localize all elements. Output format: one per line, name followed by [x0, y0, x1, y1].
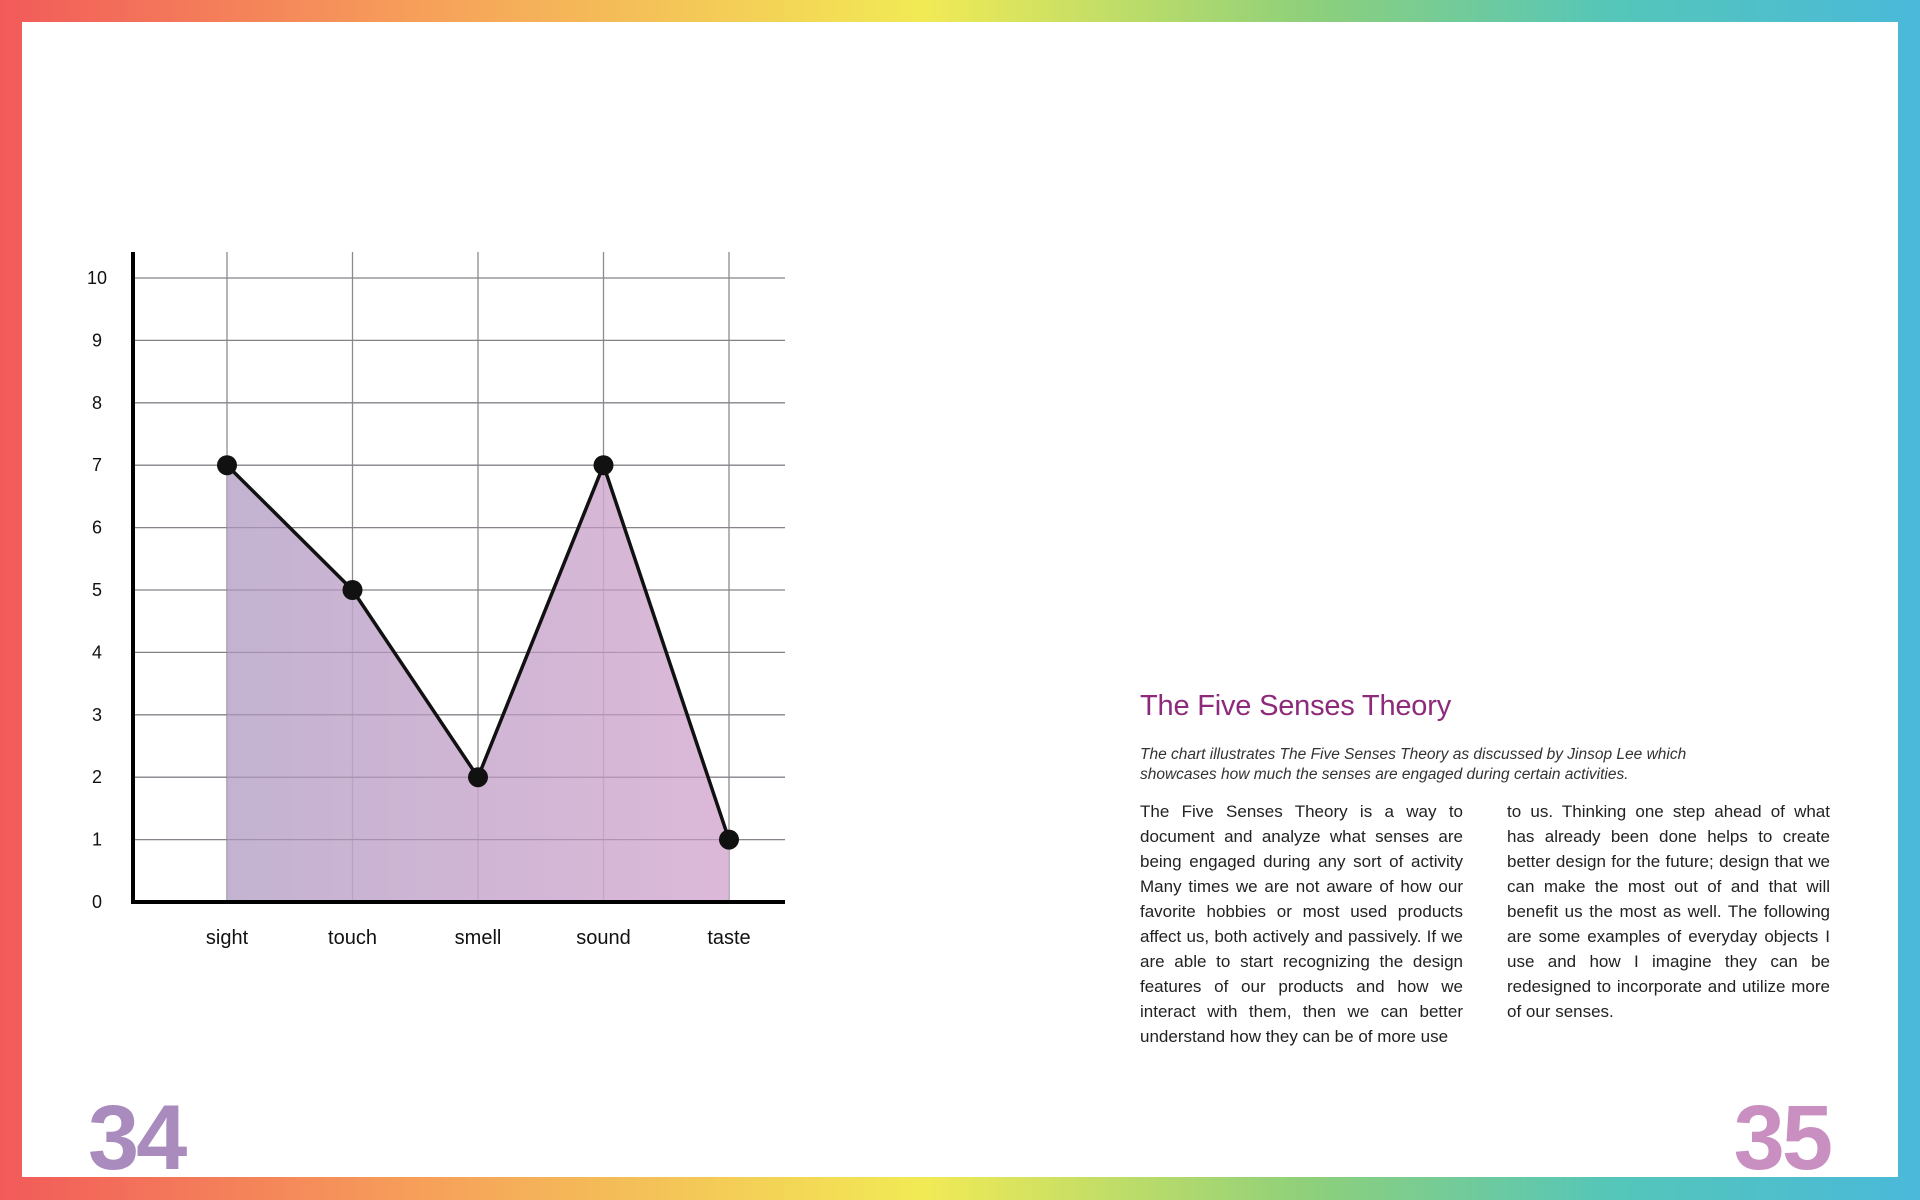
y-tick-label-10: 10	[86, 268, 108, 288]
article-text	[1140, 690, 1830, 1049]
y-tick-label-6: 6	[91, 517, 103, 538]
chart-svg	[70, 240, 810, 960]
page-number-left: 34	[88, 1087, 185, 1189]
y-tick-label-8: 8	[91, 392, 103, 413]
y-tick-label-0: 0	[91, 892, 103, 912]
five-senses-chart	[70, 240, 810, 960]
y-tick-label-4: 4	[91, 642, 103, 663]
data-point-sight	[217, 455, 237, 475]
x-tick-label-taste: taste	[707, 927, 751, 949]
x-tick-label-sight: sight	[205, 927, 249, 949]
page-number-right: 35	[1733, 1087, 1830, 1189]
chart-caption: The chart illustrates The Five Senses Theory as discussed by Jinsop Lee which showcases how much the senses are engaged during certain activities.	[1140, 746, 1687, 783]
y-tick-label-3: 3	[91, 704, 103, 725]
article-title: The Five Senses Theory	[1140, 690, 1451, 722]
y-tick-label-9: 9	[91, 330, 103, 351]
data-point-smell	[468, 767, 488, 787]
article-body	[1140, 799, 1830, 1049]
x-tick-label-smell: smell	[454, 927, 502, 949]
x-tick-label-sound: sound	[576, 927, 631, 949]
y-tick-label-1: 1	[91, 829, 103, 850]
chart-area-layer	[133, 278, 785, 902]
y-tick-label-2: 2	[91, 767, 103, 788]
y-tick-label-7: 7	[91, 455, 103, 476]
body-column-left: The Five Senses Theory is a way to document and analyze what senses are being engaged during any sort of activity Many times we are not aware of how our favorite hobbies or most used products affect us, both actively and passively. If we are able to start recognizing the design features of our products and how we interact with them, then we can better understand how they can be of more use	[1140, 802, 1463, 1046]
x-tick-label-touch: touch	[328, 927, 377, 949]
data-point-taste	[719, 830, 739, 850]
data-point-touch	[343, 580, 363, 600]
data-point-sound	[594, 455, 614, 475]
y-tick-label-5: 5	[91, 580, 103, 600]
body-column-right: to us. Thinking one step ahead of what has already been done helps to create better design for the future; design that we can make the most out of and that will benefit us the most as well. The following are some examples of everyday objects I use and how I imagine they can be redesigned to incorporate and utilize more of our senses.	[1507, 802, 1830, 1021]
